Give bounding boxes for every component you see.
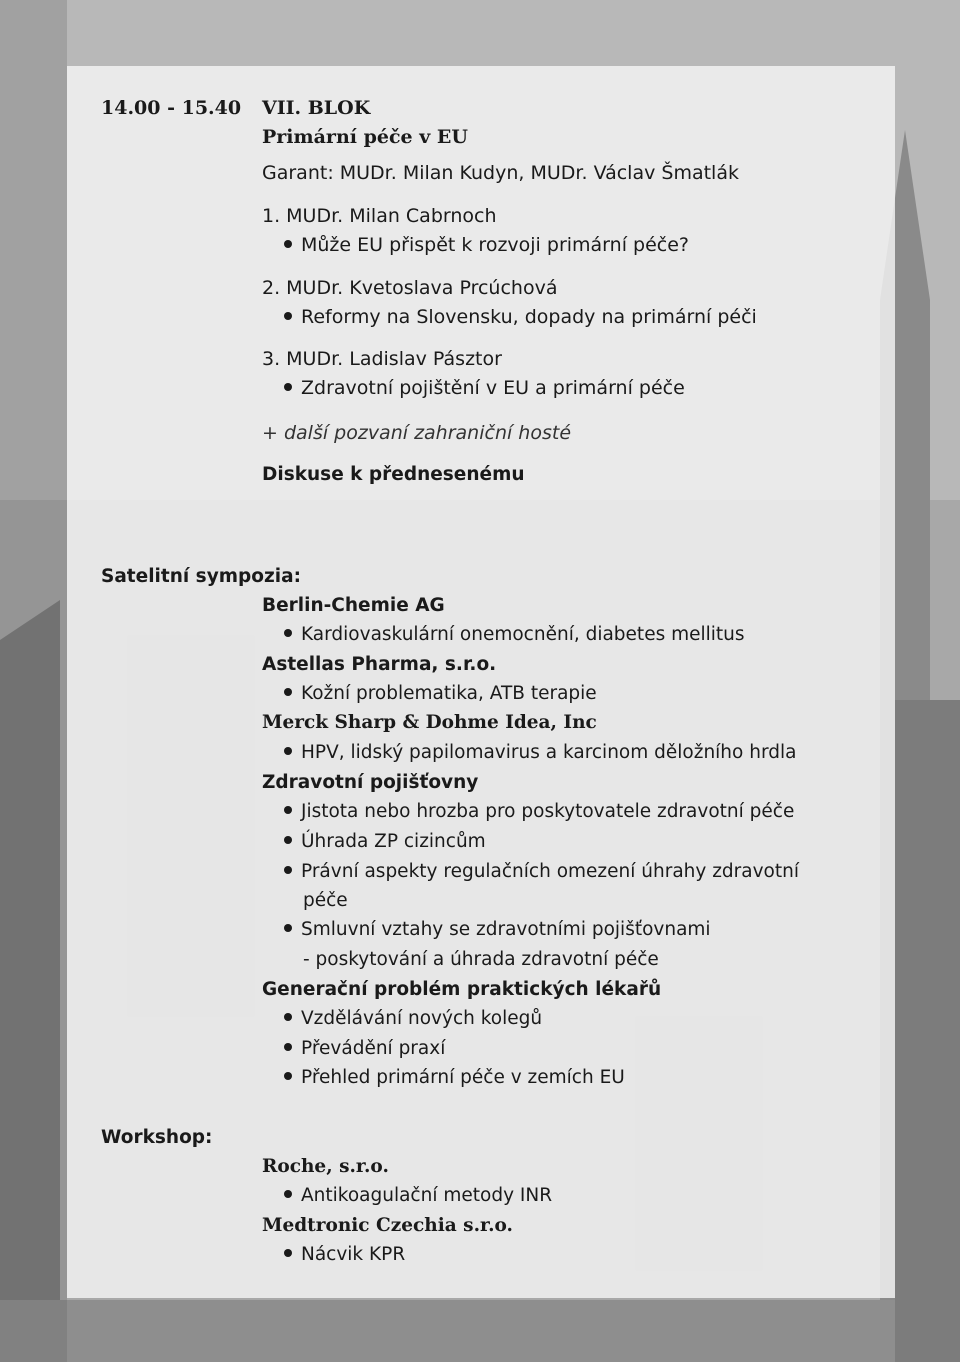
bullet-icon xyxy=(284,688,292,696)
sponsor-item: Vzdělávání nových kolegů xyxy=(284,1009,542,1029)
talk-speaker: 3. MUDr. Ladislav Pásztor xyxy=(262,348,502,370)
bullet-icon xyxy=(284,1190,292,1198)
bullet-icon xyxy=(284,924,292,932)
talk-topic: Může EU přispět k rozvoji primární péče? xyxy=(284,235,689,256)
bullet-icon xyxy=(284,806,292,814)
workshop-label: Workshop: xyxy=(101,1127,213,1148)
bullet-icon xyxy=(284,866,292,874)
bullet-icon xyxy=(284,1072,292,1080)
talk-topic: Reformy na Slovensku, dopady na primární péči xyxy=(284,307,757,328)
bullet-icon xyxy=(284,629,292,637)
sponsor-item: Převádění praxí xyxy=(284,1039,445,1059)
talk-speaker: 1. MUDr. Milan Cabrnoch xyxy=(262,205,497,227)
satellite-label: Satelitní sympozia: xyxy=(101,566,301,587)
sponsor-item: Kardiovaskulární onemocnění, diabetes mellitus xyxy=(284,625,745,645)
sponsor-name: Berlin-Chemie AG xyxy=(262,595,445,616)
sponsor-item: Jistota nebo hrozba pro poskytovatele zdravotní péče xyxy=(284,802,794,822)
bullet-icon xyxy=(284,1249,292,1257)
block-subtitle: Primární péče v EU xyxy=(262,126,468,148)
sponsor-item-continuation: - poskytování a úhrada zdravotní péče xyxy=(303,949,659,970)
bullet-icon xyxy=(284,747,292,755)
bullet-icon xyxy=(284,1013,292,1021)
sponsor-name: Zdravotní pojišťovny xyxy=(262,772,479,793)
sponsor-item: HPV, lidský papilomavirus a karcinom děložního hrdla xyxy=(284,743,796,763)
bullet-icon xyxy=(284,383,292,391)
sponsor-item: Právní aspekty regulačních omezení úhrahy zdravotní xyxy=(284,862,799,882)
sponsor-name: Roche, s.r.o. xyxy=(262,1156,389,1177)
sponsor-name: Merck Sharp & Dohme Idea, Inc xyxy=(262,712,597,733)
sponsor-item: Kožní problematika, ATB terapie xyxy=(284,684,597,704)
block-garant: Garant: MUDr. Milan Kudyn, MUDr. Václav Šmatlák xyxy=(262,162,739,184)
sponsor-item: Smluvní vztahy se zdravotními pojišťovnami xyxy=(284,920,711,940)
sponsor-name: Generační problém praktických lékařů xyxy=(262,979,662,1000)
sponsor-item-continuation: péče xyxy=(303,890,348,911)
sponsor-item: Nácvik KPR xyxy=(284,1245,405,1265)
discussion-label: Diskuse k přednesenému xyxy=(262,464,525,485)
guests-note: + další pozvaní zahraniční hosté xyxy=(262,422,572,444)
bullet-icon xyxy=(284,240,292,248)
sponsor-item: Úhrada ZP cizincům xyxy=(284,832,486,852)
sponsor-name: Astellas Pharma, s.r.o. xyxy=(262,654,497,675)
talk-topic: Zdravotní pojištění v EU a primární péče xyxy=(284,378,685,399)
block-time: 14.00 - 15.40 xyxy=(101,97,242,119)
sponsor-item: Antikoagulační metody INR xyxy=(284,1186,552,1206)
bullet-icon xyxy=(284,312,292,320)
sponsor-name: Medtronic Czechia s.r.o. xyxy=(262,1215,513,1236)
talk-speaker: 2. MUDr. Kvetoslava Prcúchová xyxy=(262,277,558,299)
bullet-icon xyxy=(284,1043,292,1051)
sponsor-item: Přehled primární péče v zemích EU xyxy=(284,1068,625,1088)
bullet-icon xyxy=(284,836,292,844)
block-title: VII. BLOK xyxy=(262,97,371,119)
